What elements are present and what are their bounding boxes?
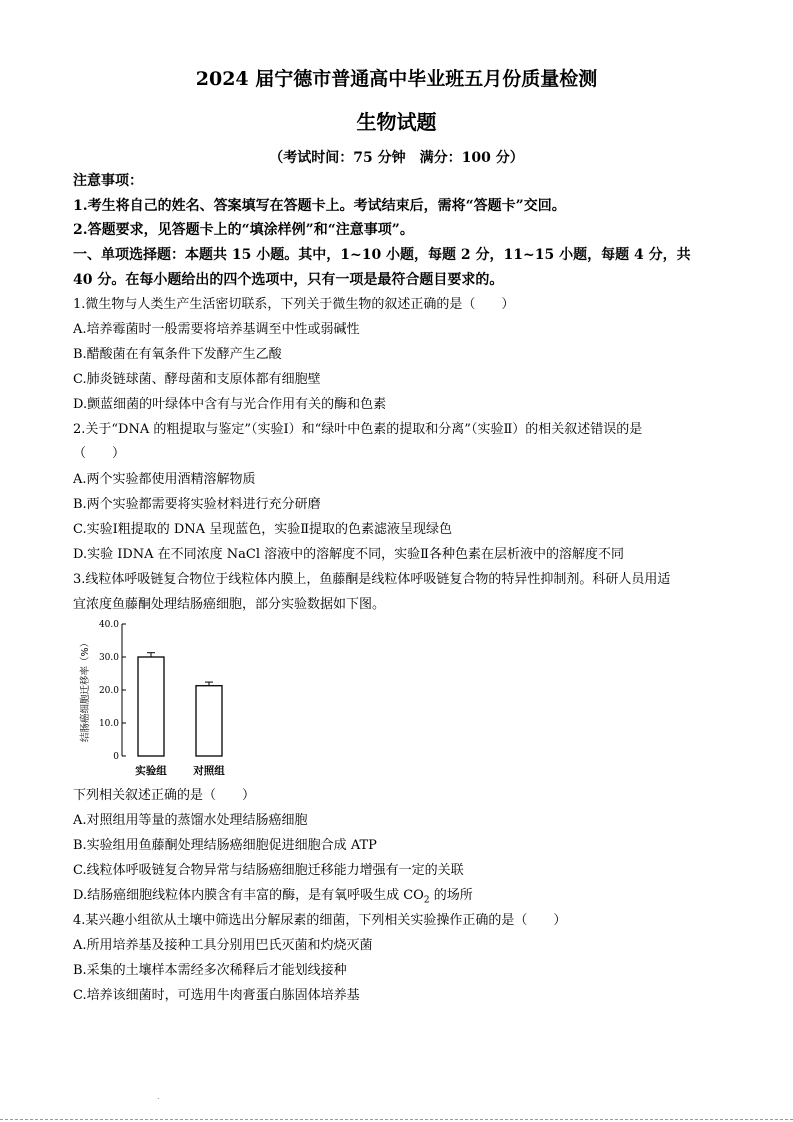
section-instruction-1: 一、单项选择题：本题共 15 小题。其中，1~10 小题，每题 2 分，11~15 小题，每题 4 分，共	[73, 247, 691, 263]
q1-option-d: D.颤蓝细菌的叶绿体中含有与光合作用有关的酶和色素	[73, 397, 387, 412]
q3-option-d-tail: 的场所	[429, 888, 473, 903]
q3-prompt: 下列相关叙述正确的是（ ）	[73, 788, 256, 803]
q3-option-d-subscript: 2	[423, 895, 430, 906]
bar	[196, 686, 222, 756]
x-category-label: 对照组	[193, 765, 225, 777]
q1-option-c: C.肺炎链球菌、酵母菌和支原体都有细胞壁	[73, 372, 321, 387]
x-category-label: 实验组	[135, 765, 167, 777]
q1-option-a: A.培养霉菌时一般需要将培养基调至中性或弱碱性	[73, 322, 360, 337]
q3-stem-line-2: 宜浓度鱼藤酮处理结肠癌细胞，部分实验数据如下图。	[73, 597, 386, 612]
notes-item-2: 2.答题要求，见答题卡上的“填涂样例”和“注意事项”。	[73, 222, 414, 238]
migration-rate-chart	[74, 614, 274, 784]
footer-mark: .	[157, 1092, 160, 1101]
q2-option-a: A.两个实验都使用酒精溶解物质	[73, 472, 256, 487]
section-instruction-2: 40 分。在每小题给出的四个选项中，只有一项是最符合题目要求的。	[73, 272, 504, 288]
notes-heading: 注意事项：	[73, 173, 143, 189]
q2-stem-line-1: 2.关于“DNA 的粗提取与鉴定”（实验Ⅰ）和“绿叶中色素的提取和分离”（实验Ⅱ）的相关叙述错误的是	[73, 422, 643, 437]
exam-info: （考试时间：75 分钟 满分：100 分）	[269, 150, 524, 166]
q1-stem: 1.微生物与人类生产生活密切联系，下列关于微生物的叙述正确的是（ ）	[73, 297, 515, 312]
page-bottom-rule	[0, 1119, 793, 1120]
q2-option-b: B.两个实验都需要将实验材料进行充分研磨	[73, 497, 321, 512]
q3-option-c: C.线粒体呼吸链复合物异常与结肠癌细胞迁移能力增强有一定的关联	[73, 863, 464, 878]
q4-stem: 4.某兴趣小组欲从土壤中筛选出分解尿素的细菌，下列相关实验操作正确的是（ ）	[73, 913, 567, 928]
q3-option-d	[73, 887, 733, 910]
q4-option-b: B.采集的土壤样本需经多次稀释后才能划线接种	[73, 963, 347, 978]
q3-option-d-text: D.结肠癌细胞线粒体内膜含有丰富的酶，是有氧呼吸生成 CO	[73, 888, 424, 903]
y-axis-title: 结肠癌细胞迁移率（%）	[80, 637, 91, 743]
y-tick-label: 30.0	[98, 653, 119, 663]
bar	[138, 657, 164, 756]
y-tick-label: 0	[113, 752, 119, 762]
q2-option-c: C.实验Ⅰ粗提取的 DNA 呈现蓝色，实验Ⅱ提取的色素滤液呈现绿色	[73, 522, 453, 537]
q2-option-d: D.实验 IDNA 在不同浓度 NaCl 溶液中的溶解度不同，实验Ⅱ各种色素在层析液中的溶解度不同	[73, 547, 625, 562]
subject-title: 生物试题	[356, 110, 437, 134]
q3-option-b: B.实验组用鱼藤酮处理结肠癌细胞促进细胞合成 ATP	[73, 838, 377, 853]
y-tick-label: 40.0	[98, 620, 119, 630]
q1-option-b: B.醋酸菌在有氧条件下发酵产生乙酸	[73, 347, 282, 362]
notes-item-1: 1.考生将自己的姓名、答案填写在答题卡上。考试结束后，需将“答题卡”交回。	[73, 198, 566, 214]
q4-option-c: C.培养该细菌时，可选用牛肉膏蛋白胨固体培养基	[73, 988, 360, 1003]
q2-stem-line-2: （ ）	[73, 446, 126, 461]
exam-title: 2024 届宁德市普通高中毕业班五月份质量检测	[195, 68, 598, 90]
q3-stem-line-1: 3.线粒体呼吸链复合物位于线粒体内膜上，鱼藤酮是线粒体呼吸链复合物的特异性抑制剂。科研人员用适	[73, 572, 671, 587]
q4-option-a: A.所用培养基及接种工具分别用巴氏灭菌和灼烧灭菌	[73, 938, 373, 953]
y-tick-label: 10.0	[98, 719, 119, 729]
bar-chart-svg	[74, 614, 274, 784]
q3-option-a: A.对照组用等量的蒸馏水处理结肠癌细胞	[73, 813, 308, 828]
y-tick-label: 20.0	[98, 686, 119, 696]
